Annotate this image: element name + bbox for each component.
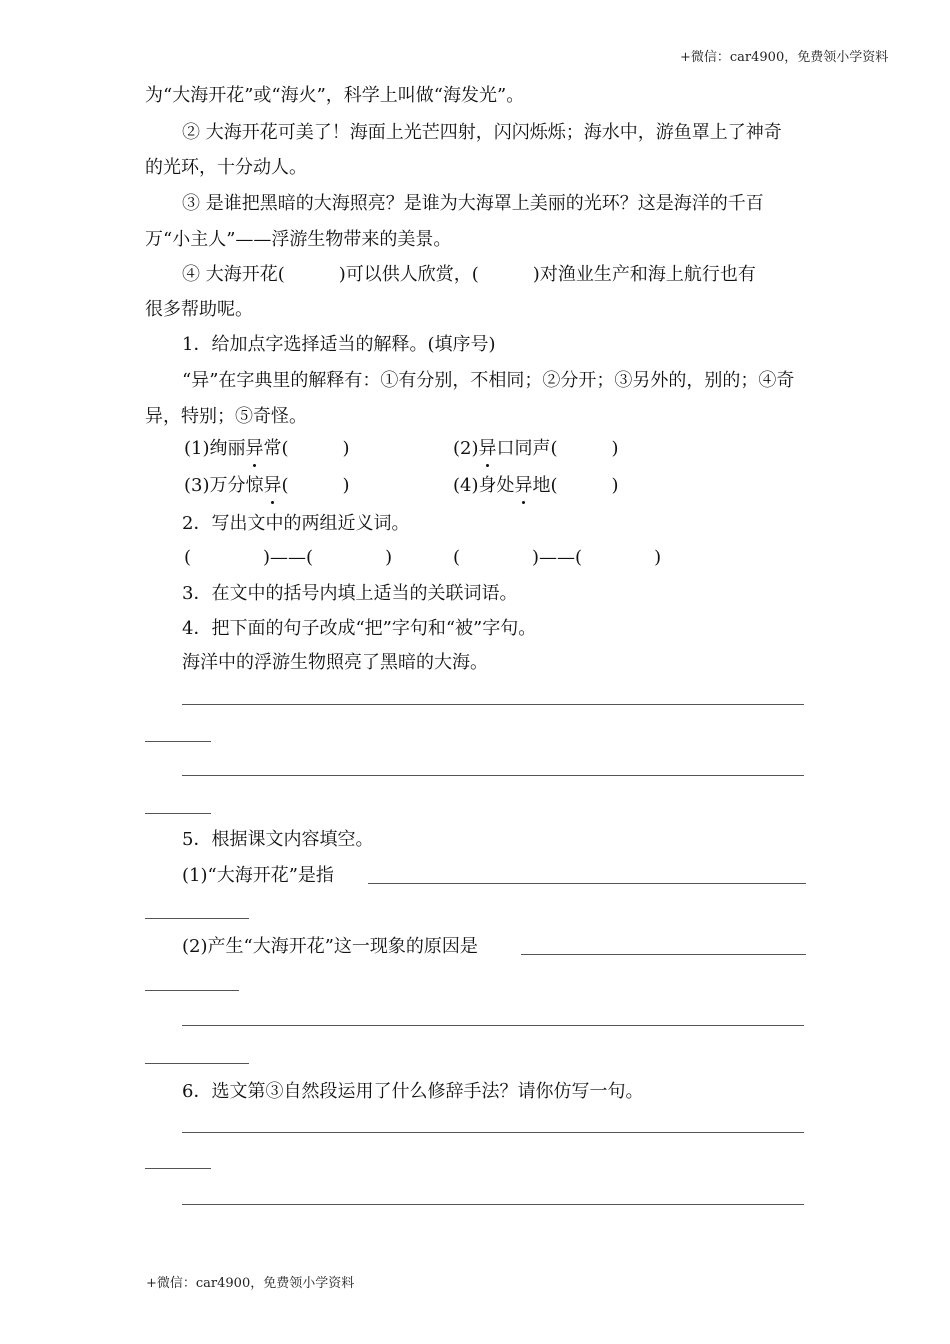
answer-line[interactable] <box>368 883 806 884</box>
item-text: ) <box>611 438 619 459</box>
paren: ) <box>385 547 393 568</box>
q4-sentence: 海洋中的浮游生物照亮了黑暗的大海。 <box>182 652 488 673</box>
definition-line: “异”在字典里的解释有：①有分别，不相同；②分开；③另外的，别的；④奇 <box>182 370 795 391</box>
page-footer: +微信：car4900，免费领小学资料 <box>146 1276 355 1291</box>
paren: )——( <box>263 547 314 568</box>
answer-line[interactable] <box>182 775 804 776</box>
question-1-title: 1．给加点字选择适当的解释。(填序号) <box>182 334 496 355</box>
passage-line: 为“大海开花”或“海火”，科学上叫做“海发光”。 <box>145 85 525 106</box>
question-2-title: 2．写出文中的两组近义词。 <box>182 513 410 534</box>
paren: ( <box>453 547 461 568</box>
item-text: ( <box>281 475 289 496</box>
q1-item-2 <box>453 437 619 461</box>
q1-item-1 <box>184 437 350 461</box>
item-text: 常( <box>263 438 289 459</box>
answer-line[interactable] <box>145 741 211 742</box>
paren: ) <box>654 547 662 568</box>
item-text: 口同声( <box>496 438 558 459</box>
dotted-char: 异 <box>514 475 533 496</box>
q2-pair-1 <box>184 546 392 570</box>
q2-pair-2 <box>453 546 661 570</box>
item-text: (2) <box>453 438 479 459</box>
dotted-char: 异 <box>478 438 497 459</box>
item-text: 地( <box>532 475 558 496</box>
answer-line[interactable] <box>145 1168 211 1169</box>
item-text: ) <box>342 475 350 496</box>
passage-paragraph-4 <box>182 263 756 287</box>
passage-line: ③ 是谁把黑暗的大海照亮？是谁为大海罩上美丽的光环？这是海洋的千百 <box>182 193 764 214</box>
passage-text: )可以供人欣赏，( <box>338 264 479 285</box>
question-6-title: 6．选文第③自然段运用了什么修辞手法？请你仿写一句。 <box>182 1081 644 1102</box>
answer-line[interactable] <box>182 1025 804 1026</box>
item-text: ) <box>342 438 350 459</box>
definition-line: 异，特别；⑤奇怪。 <box>145 406 307 427</box>
question-5-title: 5．根据课文内容填空。 <box>182 829 374 850</box>
answer-line[interactable] <box>182 1132 804 1133</box>
dotted-char: 异 <box>245 438 264 459</box>
item-text: (4)身处 <box>453 475 515 496</box>
passage-text: )对渔业生产和海上航行也有 <box>532 264 756 285</box>
q1-item-3 <box>184 474 350 498</box>
passage-line: 的光环，十分动人。 <box>145 157 307 178</box>
paren: ( <box>184 547 192 568</box>
answer-line[interactable] <box>145 1063 249 1064</box>
item-text: (1)绚丽 <box>184 438 246 459</box>
answer-line[interactable] <box>182 704 804 705</box>
passage-line: ② 大海开花可美了！海面上光芒四射，闪闪烁烁；海水中，游鱼罩上了神奇 <box>182 122 782 143</box>
item-text: (3)万分惊 <box>184 475 264 496</box>
page-header: +微信：car4900，免费领小学资料 <box>680 50 889 65</box>
passage-text: ④ 大海开花( <box>182 264 285 285</box>
item-text: ) <box>611 475 619 496</box>
q5-sub-1: (1)“大海开花”是指 <box>182 865 334 886</box>
passage-line: 很多帮助呢。 <box>145 299 253 320</box>
question-3-title: 3．在文中的括号内填上适当的关联词语。 <box>182 583 518 604</box>
answer-line[interactable] <box>182 1204 804 1205</box>
q1-item-4 <box>453 474 619 498</box>
answer-line[interactable] <box>145 918 249 919</box>
dotted-char: 异 <box>263 475 282 496</box>
question-4-title: 4．把下面的句子改成“把”字句和“被”字句。 <box>182 618 537 639</box>
answer-line[interactable] <box>145 813 211 814</box>
passage-line: 万“小主人”——浮游生物带来的美景。 <box>145 229 452 250</box>
answer-line[interactable] <box>145 990 239 991</box>
answer-line[interactable] <box>521 954 806 955</box>
paren: )——( <box>532 547 583 568</box>
q5-sub-2: (2)产生“大海开花”这一现象的原因是 <box>182 936 478 957</box>
